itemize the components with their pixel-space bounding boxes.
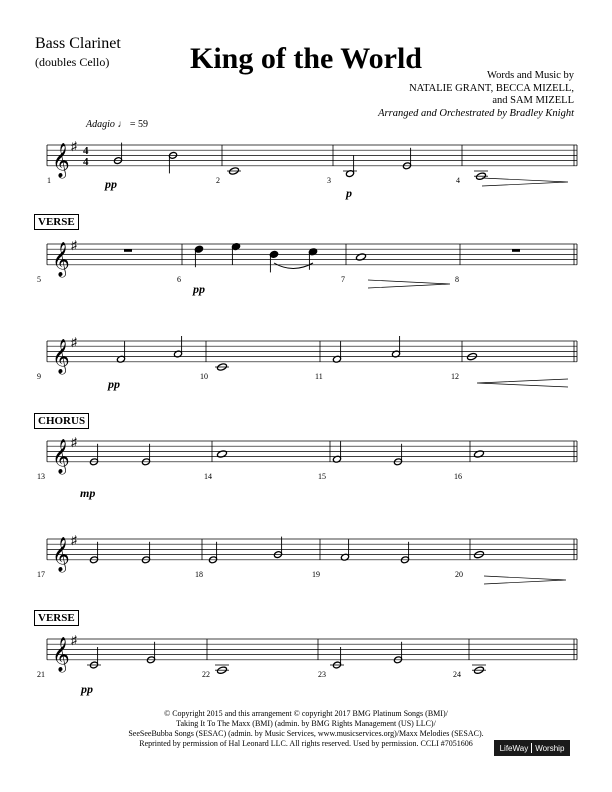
dynamic-marking: pp [105,177,117,191]
section-label-verse-1: VERSE [34,214,79,230]
credits-composers-1: NATALIE GRANT, BECCA MIZELL, [409,82,574,94]
key-signature-sharp-icon: ♯ [71,533,77,547]
copyright-line-1: © Copyright 2015 and this arrangement © copyright 2017 BMG Platinum Songs (BMI)/ [164,709,448,718]
treble-clef-icon: 𝄞 [52,339,70,373]
notehead [356,253,367,262]
key-signature-sharp-icon: ♯ [71,139,77,153]
measure-number: 14 [204,471,212,481]
diminuendo-hairpin [482,178,568,186]
copyright-line-4: Reprinted by permission of Hal Leonard LLC. All rights reserved. Used by permission. CCLI #7051606 [139,739,473,748]
publisher-logo [494,740,570,756]
measure-number: 20 [455,569,463,579]
key-signature-sharp-icon: ♯ [71,435,77,449]
key-signature-sharp-icon: ♯ [71,335,77,349]
section-label-verse-2: VERSE [34,610,79,626]
logo-worship: Worship [535,743,565,753]
quarter-note-icon: ♩ [117,119,128,130]
diminuendo-hairpin [368,280,450,288]
measure-number: 15 [318,471,326,481]
measure-number: 5 [37,274,41,284]
time-signature-top: 4 [83,145,89,157]
measure-number: 4 [456,175,460,185]
measure-number: 9 [37,371,41,381]
diminuendo-hairpin [484,576,566,584]
song-title: King of the World [190,42,422,75]
treble-clef-icon: 𝄞 [52,439,70,473]
measure-number: 2 [216,175,220,185]
treble-clef-icon: 𝄞 [52,637,70,671]
copyright-line-2: Taking It To The Maxx (BMI) (admin. by BMG Rights Management (US) LLC)/ [176,719,436,728]
measure-number: 3 [327,175,331,185]
logo-lifeway: LifeWay [499,743,529,753]
time-signature-bottom: 4 [83,156,89,168]
whole-rest-icon [512,249,520,252]
credits-arranger: Arranged and Orchestrated by Bradley Knight [378,107,574,119]
treble-clef-icon: 𝄞 [52,537,70,571]
measure-number: 21 [37,669,45,679]
credits-composers-2: and SAM MIZELL [492,95,574,106]
key-signature-sharp-icon: ♯ [71,238,77,252]
tie-slur [274,263,313,269]
crescendo-hairpin [477,379,568,387]
tempo-value: = 59 [129,119,149,130]
dynamic-marking: pp [193,282,205,296]
logo-separator [531,743,532,753]
notehead [474,450,485,459]
dynamic-marking: p [346,186,352,200]
measure-number: 12 [451,371,459,381]
measure-number: 7 [341,274,345,284]
treble-clef-icon: 𝄞 [52,242,70,276]
measure-number: 11 [315,371,323,381]
dynamic-marking: pp [81,682,93,696]
measure-number: 17 [37,569,45,579]
measure-number: 13 [37,471,45,481]
instrument-name: Bass Clarinet [35,35,121,52]
measure-number: 10 [200,371,208,381]
key-signature-sharp-icon: ♯ [71,633,77,647]
measure-number: 23 [318,669,326,679]
measure-number: 22 [202,669,210,679]
measure-number: 24 [453,669,461,679]
measure-number: 1 [47,175,51,185]
measure-number: 8 [455,274,459,284]
credits-words-music: Words and Music by [487,70,574,81]
doubles-note: (doubles Cello) [35,55,110,69]
notehead [217,450,228,459]
measure-number: 19 [312,569,320,579]
dynamic-marking: pp [108,377,120,391]
dynamic-marking: mp [80,486,96,500]
measure-number: 16 [454,471,462,481]
section-label-chorus: CHORUS [34,413,89,429]
measure-number: 18 [195,569,203,579]
tempo-word: Adagio [86,119,115,130]
treble-clef-icon: 𝄞 [52,143,70,177]
copyright-line-3: SeeSeeBubba Songs (SESAC) (admin. by Music Services, www.musicservices.org)/Maxx Melodies (SESAC). [128,729,484,738]
measure-number: 6 [177,274,181,284]
whole-rest-icon [124,249,132,252]
